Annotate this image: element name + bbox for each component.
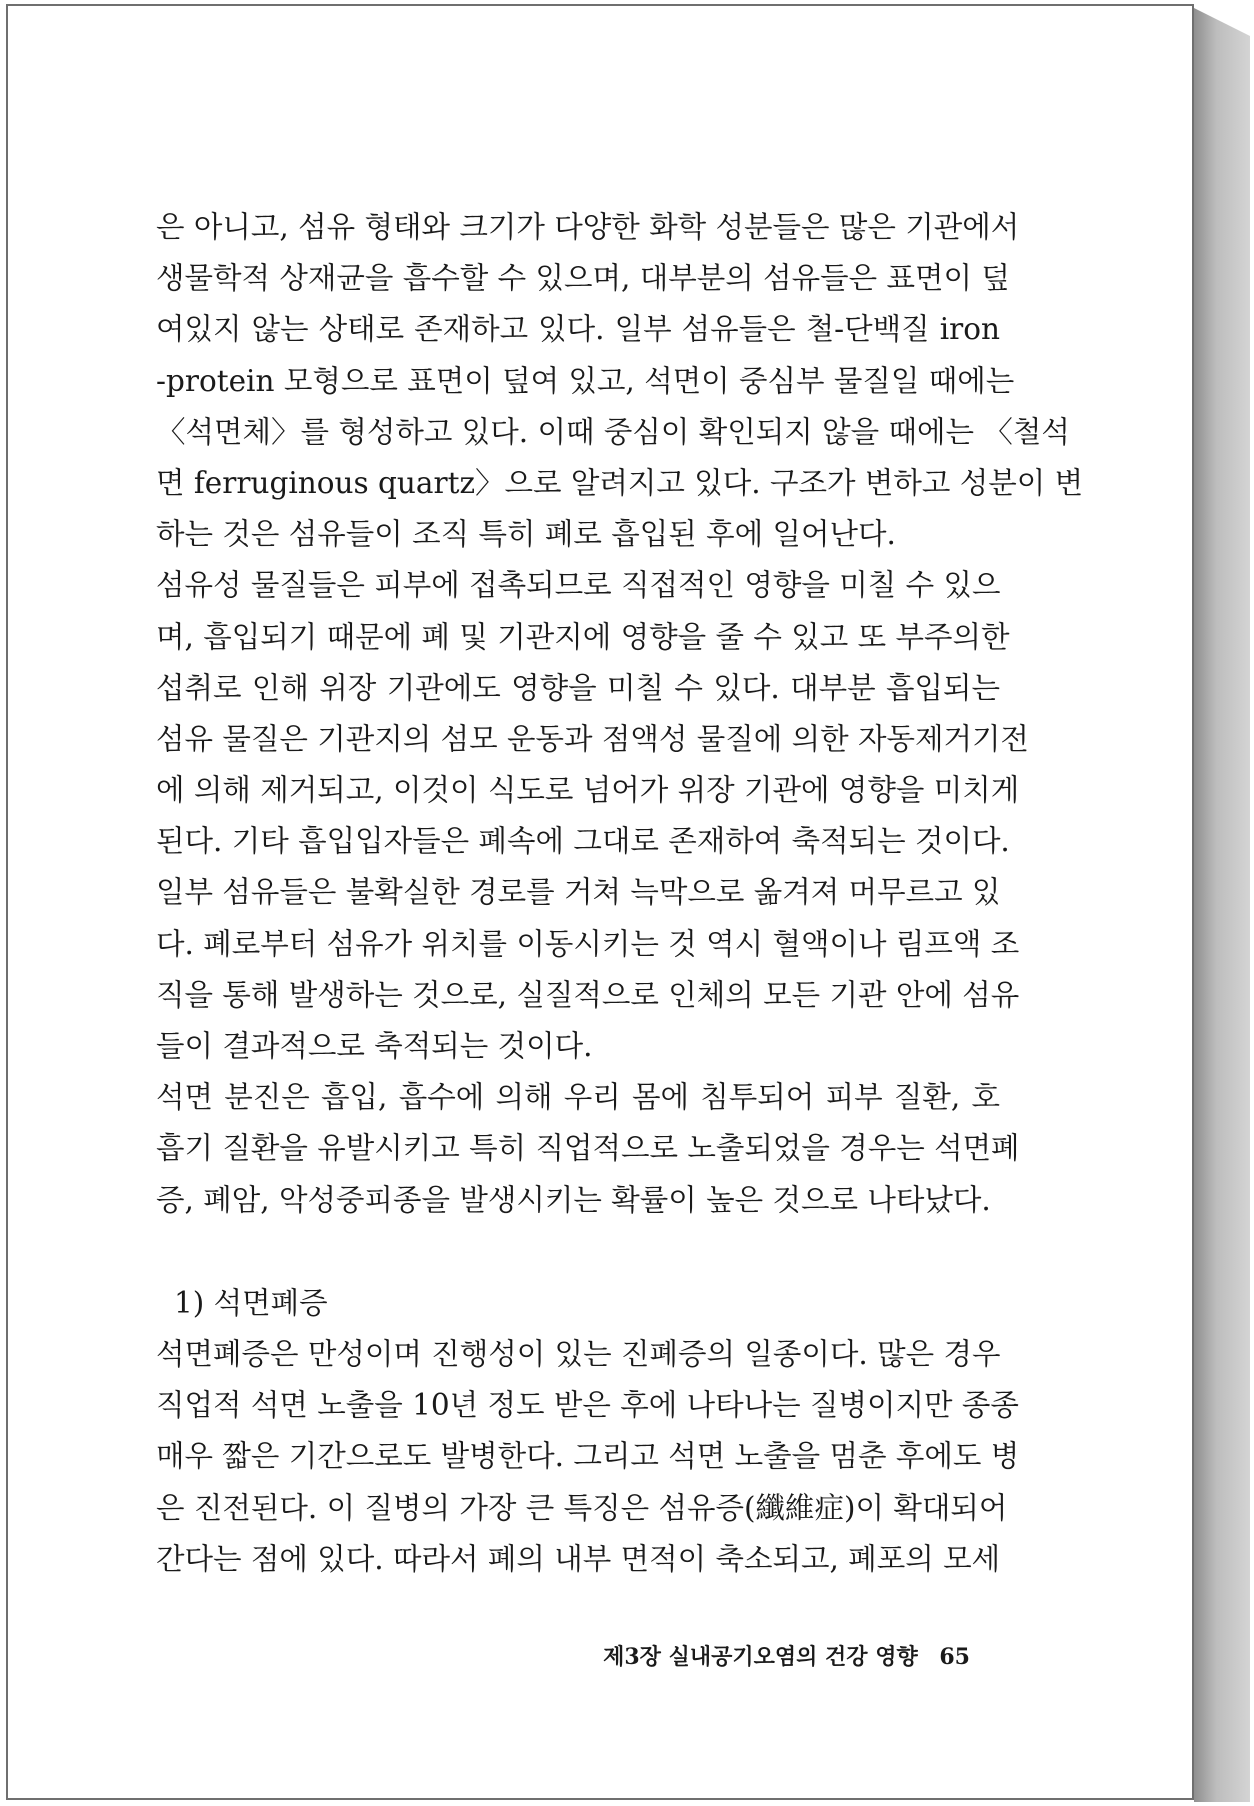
page-edge [1194,8,1250,1802]
running-footer [8,1640,970,1671]
text-line: 매우 짧은 기간으로도 발병한다. 그리고 석면 노출을 멈춘 후에도 병 [156,1439,1020,1474]
text-line: 며, 흡입되기 때문에 폐 및 기관지에 영향을 줄 수 있고 또 부주의한 [156,619,1010,654]
text-line: 된다. 기타 흡입입자들은 폐속에 그대로 존재하여 축적되는 것이다. [156,824,1010,859]
text-line: 다. 폐로부터 섬유가 위치를 이동시키는 것 역시 혈액이나 림프액 조 [156,926,1020,961]
text-line: 에 의해 제거되고, 이것이 식도로 넘어가 위장 기관에 영향을 미치게 [156,773,1020,808]
page-number: 65 [939,1644,970,1670]
footer-title: 실내공기오염의 건강 영향 [668,1644,918,1670]
text-line: 생물학적 상재균을 흡수할 수 있으며, 대부분의 섬유들은 표면이 덮 [156,261,1010,296]
text-line: 석면폐증은 만성이며 진행성이 있는 진폐증의 일종이다. 많은 경우 [156,1336,1001,1371]
text-line: 들이 결과적으로 축적되는 것이다. [156,1029,593,1063]
text-line: 은 아니고, 섬유 형태와 크기가 다양한 화학 성분들은 많은 기관에서 [156,210,1020,244]
text-line: 〈석면체〉를 형성하고 있다. 이때 중심이 확인되지 않을 때에는 〈철석 [156,414,1070,449]
text-line: 면 ferruginous quartz〉으로 알려지고 있다. 구조가 변하고 성분이 변 [156,465,1084,500]
section-heading: 1) 석면폐증 [174,1285,328,1320]
text-line: 간다는 점에 있다. 따라서 폐의 내부 면적이 축소되고, 폐포의 모세 [156,1541,1001,1576]
text-line: 섬유 물질은 기관지의 섬모 운동과 점액성 물질에 의한 자동제거기전 [156,721,1029,756]
text-line: 하는 것은 섬유들이 조직 특히 폐로 흡입된 후에 일어난다. [156,517,896,552]
text-line: 증, 폐암, 악성중피종을 발생시키는 확률이 높은 것으로 나타났다. [156,1182,991,1217]
footer-chapter: 제3장 [603,1644,661,1670]
text-line: 섭취로 인해 위장 기관에도 영향을 미칠 수 있다. 대부분 흡입되는 [156,670,1000,705]
page-sheet [6,4,1194,1800]
text-line: 석면 분진은 흡입, 흡수에 의해 우리 몸에 침투되어 피부 질환, 호 [156,1080,1000,1115]
section-gap [156,1226,1000,1277]
text-line: 은 진전된다. 이 질병의 가장 큰 특징은 섬유증(纖維症)이 확대되어 [156,1490,1008,1525]
text-line: 섬유성 물질들은 피부에 접촉되므로 직접적인 영향을 미칠 수 있으 [156,568,1001,603]
text-line: 직업적 석면 노출을 10년 정도 받은 후에 나타나는 질병이지만 종종 [156,1388,1019,1423]
text-line: 일부 섬유들은 불확실한 경로를 거쳐 늑막으로 옮겨져 머무르고 있 [156,875,1001,910]
text-line: 여있지 않는 상태로 존재하고 있다. 일부 섬유들은 철-단백질 iron [156,312,1000,347]
text-line: 흡기 질환을 유발시키고 특히 직업적으로 노출되었을 경우는 석면폐 [156,1131,1020,1166]
text-line: -protein 모형으로 표면이 덮여 있고, 석면이 중심부 물질일 때에는 [156,363,1015,398]
text-line: 직을 통해 발생하는 것으로, 실질적으로 인체의 모든 기관 안에 섬유 [156,977,1020,1012]
body-text [156,202,1084,1585]
